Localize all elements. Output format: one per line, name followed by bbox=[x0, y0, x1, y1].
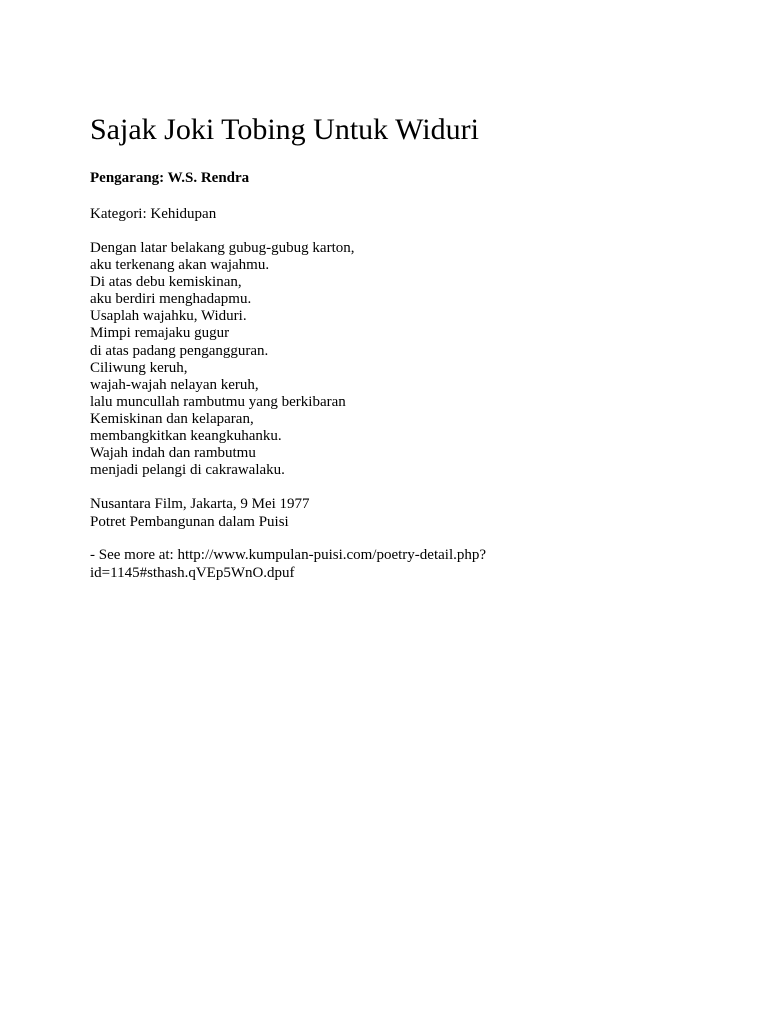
poem-line: lalu muncullah rambutmu yang berkibaran bbox=[90, 393, 346, 410]
poem-line: Usaplah wajahku, Widuri. bbox=[90, 308, 247, 325]
poem-line: Mimpi remajaku gugur bbox=[90, 325, 230, 342]
poem-line: menjadi pelangi di cakrawalaku. bbox=[90, 462, 285, 479]
poem-line: membangkitkan keangkuhanku. bbox=[90, 428, 282, 445]
document-page bbox=[90, 108, 730, 582]
author-line: Pengarang: W.S. Rendra bbox=[90, 170, 250, 186]
poem-body bbox=[90, 240, 730, 479]
poem-line: wajah-wajah nelayan keruh, bbox=[90, 376, 259, 393]
poem-line: aku terkenang akan wajahmu. bbox=[90, 257, 270, 274]
poem-line: Kemiskinan dan kelaparan, bbox=[90, 410, 254, 427]
poem-line: aku berdiri menghadapmu. bbox=[90, 291, 252, 308]
page-title: Sajak Joki Tobing Untuk Widuri bbox=[90, 113, 479, 146]
poem-source bbox=[90, 496, 730, 531]
poem-line: di atas padang pengangguran. bbox=[90, 342, 269, 359]
source-collection: Potret Pembangunan dalam Puisi bbox=[90, 513, 289, 530]
poem-line: Di atas debu kemiskinan, bbox=[90, 274, 242, 291]
category-line: Kategori: Kehidupan bbox=[90, 206, 217, 222]
poem-line: Dengan latar belakang gubug-gubug karton, bbox=[90, 240, 355, 256]
see-more-line: id=1145#sthash.qVEp5WnO.dpuf bbox=[90, 564, 295, 581]
source-place-date: Nusantara Film, Jakarta, 9 Mei 1977 bbox=[90, 496, 310, 513]
poem-line: Ciliwung keruh, bbox=[90, 359, 188, 376]
poem-line: Wajah indah dan rambutmu bbox=[90, 445, 256, 462]
see-more-line: - See more at: http://www.kumpulan-puisi.com/poetry-detail.php? bbox=[90, 547, 487, 564]
see-more-link-text bbox=[90, 547, 730, 582]
